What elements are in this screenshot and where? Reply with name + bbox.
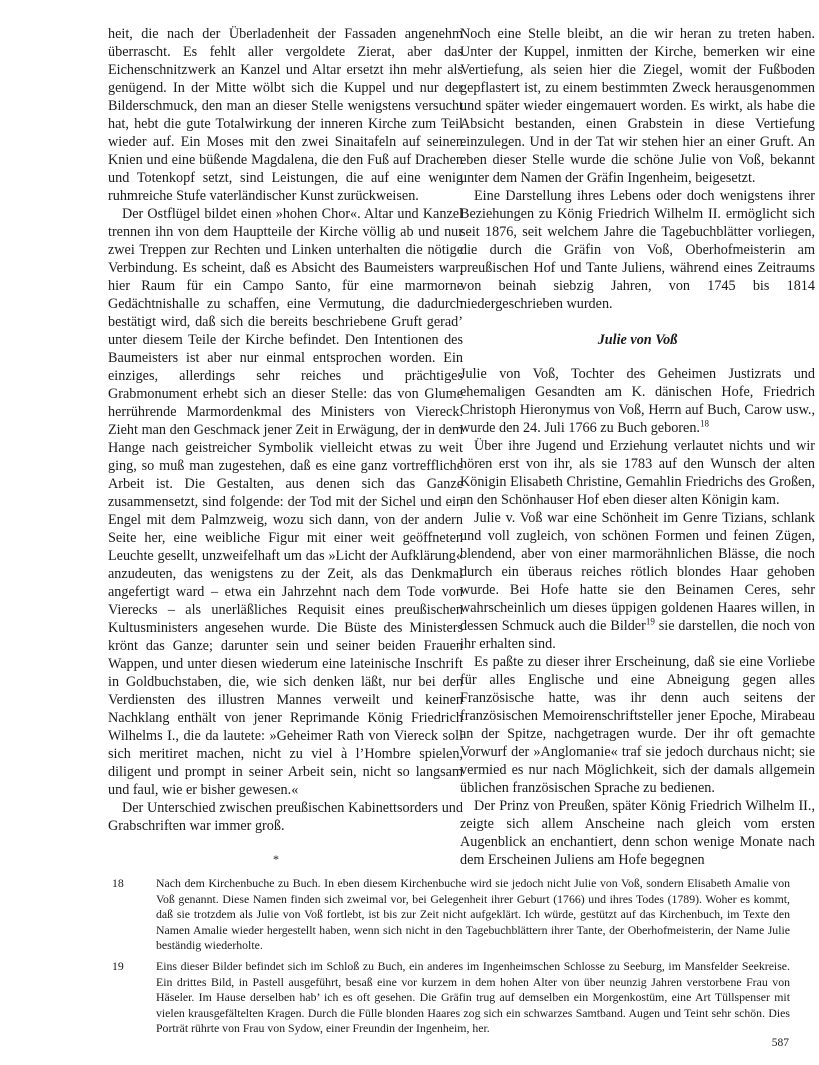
right-paragraph-6: Es paßte zu dieser ihrer Erscheinung, daß sie eine Vorliebe für alles Englische und eine Abneigung gegen alles Französische hatte, was ihr denn auch seitens der französischen Memoirenschriftsteller jener Epoche, Mirabeau an der Spitze, nachgetragen wurde. Der ihr oft gemachte Vorwurf der »Anglomanie« traf sie jedoch durchaus nicht; sie vermied es nur nach Möglichkeit, sich der damals allgemein üblichen französischen Sprache zu bedienen. — [460, 654, 815, 796]
footnote-18 — [108, 876, 790, 954]
left-column — [108, 25, 463, 835]
right-paragraph-3-text: Julie von Voß, Tochter des Geheimen Justizrats und ehemaligen Gesandten am K. dänischen Hofe, Friedrich Christoph Hieronymus von Voß, Herrn auf Buch, Carow usw., wurde den 24. Juli 1766 zu Buch geboren. — [460, 366, 815, 436]
right-paragraph-5 — [460, 509, 815, 653]
right-paragraph-2: Eine Darstellung ihres Lebens oder doch wenigstens ihrer Beziehungen zu König Friedrich Wilhelm II. ermöglicht sich seit 1876, seit welchem Jahre die Tagebuchblätter vorliegen, die durch die Gräfin von Voß, Oberhofmeisterin am preußischen Hof und Tante Juliens, während eines Zeitraums von beinah siebzig Jahren, von 1745 bis 1814 niedergeschrieben wurden. — [460, 188, 815, 312]
footnote-19 — [108, 959, 790, 1037]
footnotes — [108, 876, 790, 1042]
right-paragraph-5-text-a: Julie v. Voß war eine Schönheit im Genre Tizians, schlank und voll zugleich, von schönen Formen und feinen Zügen, blendend, aber von einer marmorähnlichen Blässe, die noch durch ein überaus reiches rötlich blondes Haar gehoben wurde. Bei Hofe hatte sie den Beinamen Ceres, sehr wahrscheinlich um dieses üppigen goldenen Haares willen, in dessen Schmuck auch die Bilder — [460, 510, 815, 634]
footnote-ref-18[interactable]: 18 — [699, 418, 709, 429]
page-number: 587 — [771, 1037, 789, 1049]
footnote-text: Eins dieser Bilder befindet sich im Schloß zu Buch, ein anderes im Ingenheimschen Schlosse zu Seeburg, im Mansfelder Seekreise. Ein drittes Bild, in Pastell ausgeführt, besaß eine vor kurzem in dem hohen Alter von über neunzig Jahren verstorbene Frau von Häseler. Im Hause derselben hab’ ich es oft gesehen. Die Gräfin trug auf demselben ein Morgenkostüm, eine Art Tüllspenser mit vielen krausgefältelten Kragen. Durch die Fülle blonden Haares zog sich ein schwarzes Samtband. Augen und Teint sehr schön. Dies Porträt rührte von Frau von Sydow, einer Freundin der Ingenheim, her. — [156, 958, 790, 1036]
left-paragraph-3: Der Unterschied zwischen preußischen Kabinettsorders und Grabschriften war immer groß. — [108, 800, 463, 834]
footnote-ref-19[interactable]: 19 — [645, 616, 655, 627]
right-paragraph-7: Der Prinz von Preußen, später König Friedrich Wilhelm II., zeigte sich allem Anscheine nach gleich vom ersten Augenblick an enchantiert, denn schon wenige Monate nach dem Erscheinen Juliens am Hofe begegnen — [460, 798, 815, 868]
right-column — [460, 25, 815, 869]
left-paragraph-1: heit, die nach der Überladenheit der Fassaden angenehm überrascht. Es fehlt aller vergoldete Zierat, aber das Eichenschnitzwerk an Kanzel und Altar ersetzt ihn mehr als genügend. In der Mitte wölbt sich die Kuppel und nur der Bilderschmuck, den man an dieser Stelle wenigstens versucht hat, hebt die gute Totalwirkung der inneren Kirche zum Teil wieder auf. Ein Moses mit den zwei Sinaitafeln auf seinen Knien und eine büßende Magdalena, die den Fuß auf Drachen und Totenkopf setzt, sind Leistungen, die auf eine wenig ruhmreiche Stufe vaterländischer Kunst zurückweisen. — [108, 26, 463, 204]
section-asterisk: * — [273, 852, 279, 866]
right-paragraph-3 — [460, 365, 815, 437]
footnote-number: 18 — [112, 876, 124, 890]
left-paragraph-2: Der Ostflügel bildet einen »hohen Chor«. Altar und Kanzel trennen ihn von dem Hauptteile der Kirche völlig ab und nur zwei Treppen zur Rechten und Linken unterhalten die nötige Verbindung. Es scheint, daß es Absicht des Baumeisters war, hier Raum für ein Campo Santo, für eine marmorne Gedächtnishalle zu schaffen, eine Vermutung, die dadurch bestätigt wird, daß sich die bereits beschriebene Gruft gerad’ unter diesem Teile der Kirche befindet. Den Intentionen des Baumeisters ist aber nur einmal entsprochen worden. Ein einziges, allerdings sehr reiches und prächtiges Grabmonument erhebt sich an dieser Stelle: das von Glume herrührende Marmordenkmal des Ministers von Viereck. Zieht man den Geschmack jener Zeit in Erwägung, der in dem Hange nach geistreicher Symbolik vielleicht etwas zu weit ging, so muß man zugestehen, daß es eine ganz vortreffliche Arbeit ist. Die Gestalten, aus denen sich das Ganze zusammensetzt, sind folgende: der Tod mit der Sichel und ein Engel mit dem Palmzweig, wozu sich dann, von der andern Seite her, eine weibliche Figur mit einer weit geöffneten Leuchte gesellt, unzweifelhaft um das »Licht der Aufklärung« anzudeuten, das wenigstens zu der Zeit, als das Denkmal angefertigt ward – etwa ein Jahrzehnt nach dem Tode von Vierecks – als unerläßliches Requisit eines preußischen Kultusministers angesehen wurde. Die Büste des Ministers krönt das Ganze; darunter sein und seiner beiden Frauen Wappen, und unter diesen wiederum eine lateinische Inschrift in Goldbuchstaben, die, wie sich denken läßt, nur bei den Verdiensten des illustren Mannes verweilt und keinen Nachklang enthält von jener Reprimande König Friedrich Wilhelms I., die da lautete: »Geheimer Rath von Viereck soll sich meritiret machen, nicht zu viel à l’Hombre spielen, diligent und prompt in seiner Arbeit sein, nicht so langsam und faul, wie er bisher gewesen.« — [108, 206, 463, 798]
right-paragraph-1: Noch eine Stelle bleibt, an die wir heran zu treten haben. Unter der Kuppel, inmitten der Kirche, bemerken wir eine Vertiefung, als seien hier die Ziegel, womit der Fußboden gepflastert ist, zu einem bestimmten Zweck herausgenommen und später wieder eingemauert worden. Es wirkt, als habe die Absicht bestanden, einen Grabstein in diese Vertiefung einzulegen. Und in der Tat wir stehen hier an einer Gruft. An eben dieser Stelle wurde die schöne Julie von Voß, bekannt unter dem Namen der Gräfin Ingenheim, beigesetzt. — [460, 26, 815, 186]
right-paragraph-5-text-b: sie darstellen, die noch von ihr erhalten sind. — [460, 618, 815, 652]
footnote-text: Nach dem Kirchenbuche zu Buch. In eben diesem Kirchenbuche wird sie jedoch nicht Julie von Voß, sondern Elisabeth Amalie von Voß genannt. Diese Namen finden sich zweimal vor, bei Gelegenheit ihrer Geburt (1766) und ihres Todes (1789). Woher es kommt, daß sie trotzdem als Julie von Voß fortlebt, ist bis zur Zeit nicht aufgeklärt. Ich würde, gestützt auf das Kirchenbuch, im Texte den Namen Amalie wieder hergestellt haben, wenn sich nicht in den Tagebuchblättern ihrer Tante, der Oberhofmeisterin, der Name Julie beständig wiederholte. — [156, 876, 790, 953]
section-heading: Julie von Voß — [597, 332, 678, 348]
right-paragraph-4: Über ihre Jugend und Erziehung verlautet nichts und wir hören erst von ihr, als sie 1783 auf den Wunsch der alten Königin Elisabeth Christine, Gemahlin Friedrichs des Großen, an den Schönhauser Hof eben dieser alten Königin kam. — [460, 438, 815, 508]
footnote-number: 19 — [112, 958, 124, 973]
